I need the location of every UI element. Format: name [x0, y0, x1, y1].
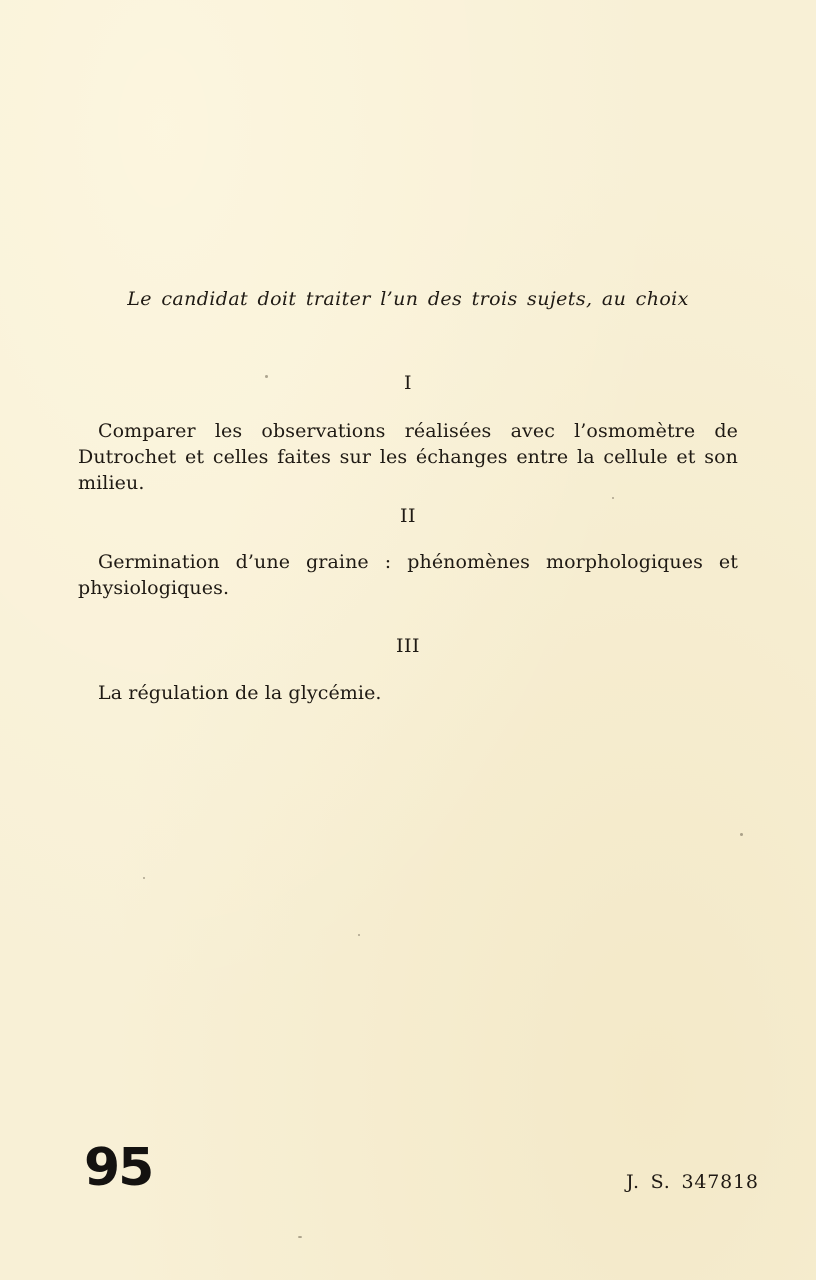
- exam-number: 95: [84, 1138, 153, 1198]
- subject-numeral-2: II: [399, 505, 416, 527]
- subject-text-1: [78, 418, 738, 496]
- subject-text-3-content: La régulation de la glycémie.: [98, 682, 382, 704]
- paper-speck: [143, 877, 145, 879]
- paper-speck: [740, 833, 743, 836]
- reference-code: J. S. 347818: [626, 1171, 759, 1193]
- paper-speck: [358, 934, 360, 936]
- paper-speck: [265, 375, 268, 378]
- subject-text-1-content: Comparer les observations réalisées avec l’osmomètre de Dutrochet et celles faites sur les échanges entre la cellule et son milieu.: [78, 420, 738, 494]
- paper-speck: [298, 1236, 302, 1238]
- subject-text-2: [78, 549, 738, 601]
- instruction-line: Le candidat doit traiter l’un des trois sujets, au choix: [127, 288, 689, 310]
- paper-speck: [612, 497, 614, 499]
- subject-numeral-3: III: [395, 635, 421, 657]
- subject-numeral-1: I: [403, 372, 412, 394]
- subject-text-2-content: Germination d’une graine : phénomènes morphologiques et physiologiques.: [78, 551, 738, 599]
- subject-text-3: [78, 680, 738, 706]
